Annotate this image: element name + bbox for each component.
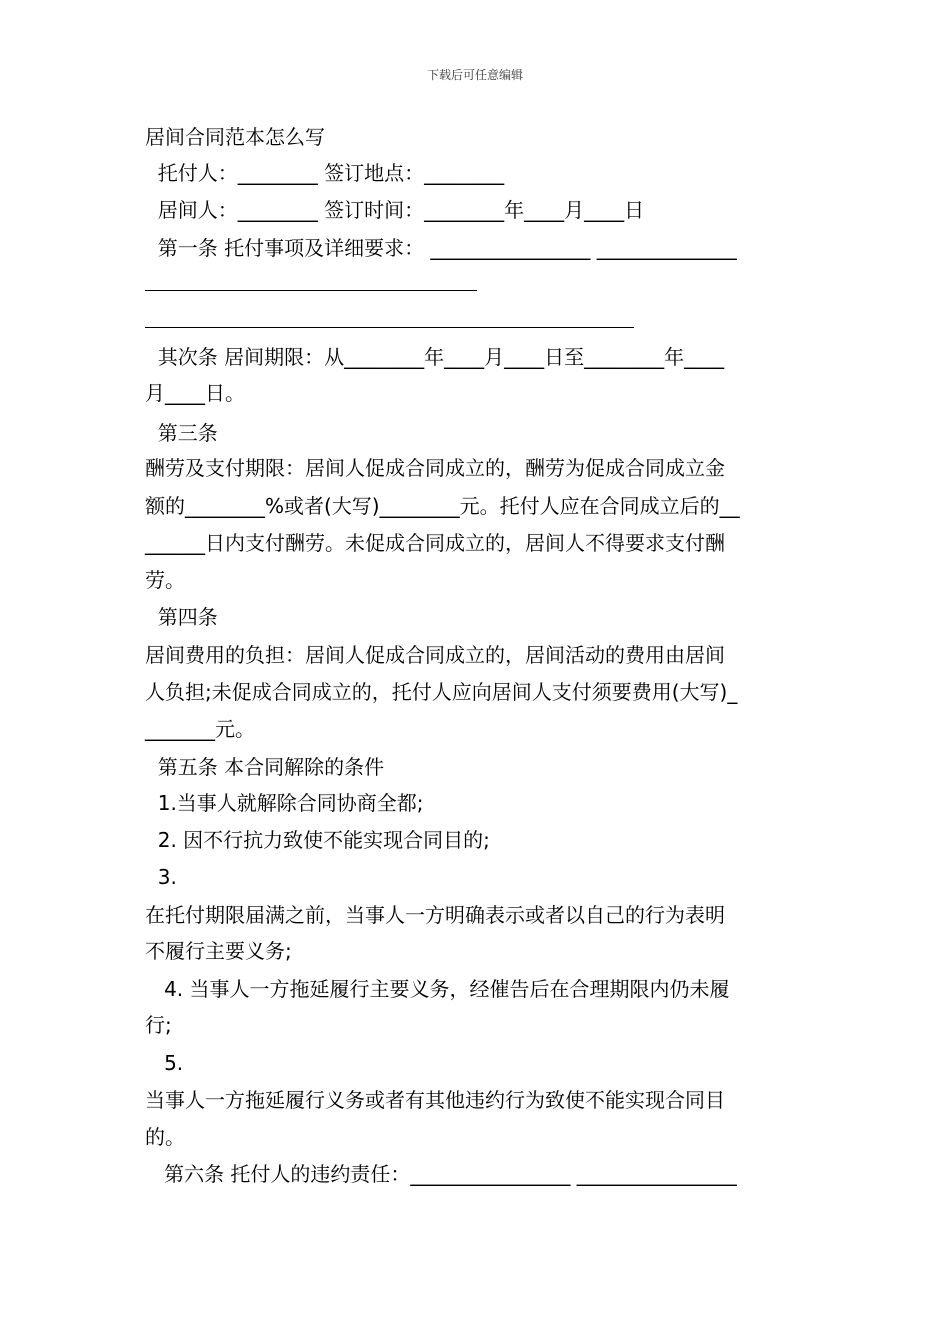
article-2-continued: 月____日。 bbox=[145, 381, 245, 405]
article-5-item-5-number: 5. bbox=[145, 1051, 184, 1075]
article-4-text-1: 居间费用的负担：居间人促成合同成立的，居间活动的费用由居间 bbox=[145, 643, 725, 667]
article-3-text-3: ______日内支付酬劳。未促成合同成立的，居间人不得要求支付酬 bbox=[145, 531, 725, 555]
document-title: 居间合同范本怎么写 bbox=[145, 125, 325, 149]
article-4-heading: 第四条 bbox=[145, 605, 218, 629]
article-3-text-2: 额的________%或者(大写)________元。托付人应在合同成立后的__ bbox=[145, 494, 740, 518]
page-header: 下载后可任意编辑 bbox=[426, 68, 523, 82]
article-3-heading: 第三条 bbox=[145, 421, 218, 445]
article-4-text-2: 人负担;未促成合同成立的，托付人应向居间人支付须要费用(大写)_ bbox=[145, 680, 738, 704]
article-5-item-5-text-2: 的。 bbox=[145, 1125, 185, 1149]
article-5-item-5-text-1: 当事人一方拖延履行义务或者有其他违约行为致使不能实现合同目 bbox=[145, 1088, 725, 1112]
article-5-heading: 第五条 本合同解除的条件 bbox=[145, 755, 385, 779]
article-3-text-4: 劳。 bbox=[145, 568, 185, 592]
article-5-item-4-text-1: 4. 当事人一方拖延履行主要义务，经催告后在合理期限内仍未履 bbox=[145, 977, 730, 1001]
blank-line-2 bbox=[145, 327, 634, 328]
article-5-item-3-text-1: 在托付期限届满之前，当事人一方明确表示或者以自己的行为表明 bbox=[145, 903, 725, 927]
article-5-item-4-text-2: 行; bbox=[145, 1013, 172, 1037]
article-5-item-3-text-2: 不履行主要义务; bbox=[145, 939, 292, 963]
article-6: 第六条 托付人的违约责任：________________ ________________ bbox=[145, 1162, 737, 1186]
article-5-item-3-number: 3. bbox=[145, 865, 177, 889]
article-2: 其次条 居间期限：从________年____月____日至________年____ bbox=[145, 345, 725, 369]
broker-and-sign-time: 居间人：________ 签订时间：________年____月____日 bbox=[145, 198, 645, 222]
article-1: 第一条 托付事项及详细要求： ________________ ______________ bbox=[145, 236, 737, 260]
article-5-item-2: 2. 因不行抗力致使不能实现合同目的; bbox=[145, 828, 490, 852]
article-3-text-1: 酬劳及支付期限：居间人促成合同成立的，酬劳为促成合同成立金 bbox=[145, 456, 725, 480]
article-5-item-1: 1.当事人就解除合同协商全都; bbox=[145, 791, 424, 815]
client-and-sign-place: 托付人：________ 签订地点：________ bbox=[145, 161, 505, 185]
blank-line-1 bbox=[145, 290, 477, 291]
article-4-text-3: _______元。 bbox=[145, 717, 255, 741]
